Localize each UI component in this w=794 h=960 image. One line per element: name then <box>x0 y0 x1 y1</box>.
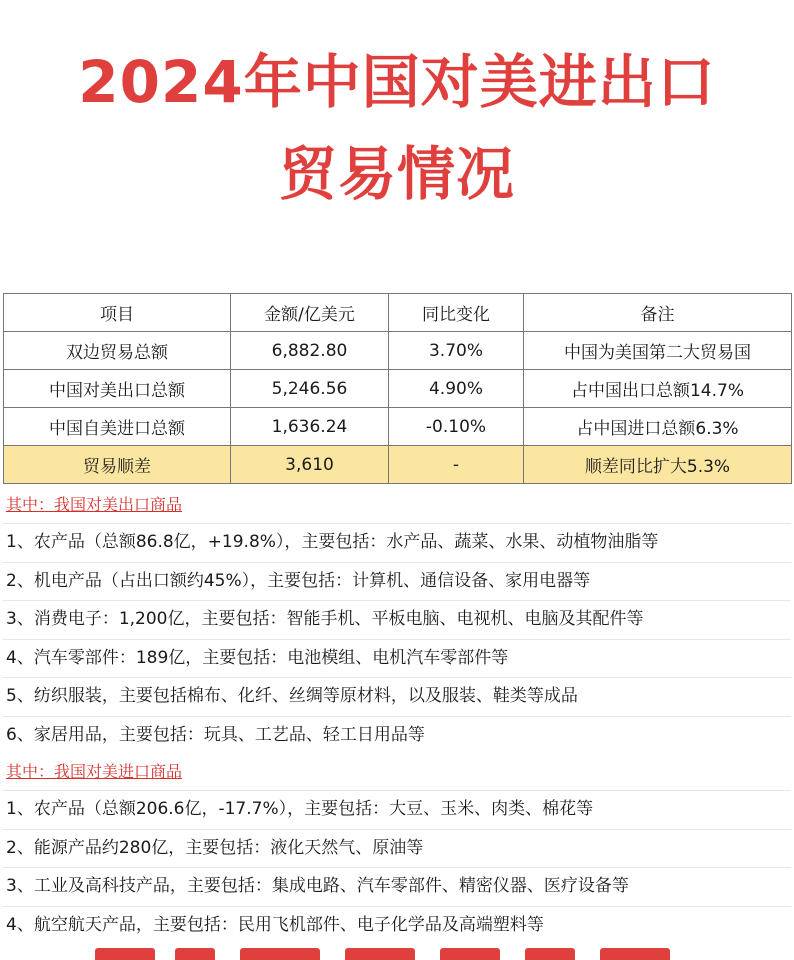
export-item: 5、纺织服装，主要包括棉布、化纤、丝绸等原材料，以及服装、鞋类等成品 <box>3 677 791 716</box>
row-yoy-change: - <box>389 446 524 484</box>
row-item: 双边贸易总额 <box>4 332 231 370</box>
row-remarks: 占中国进口总额6.3% <box>524 408 792 446</box>
cropped-red-heading-fragment <box>0 948 794 960</box>
header-remarks: 备注 <box>524 294 792 332</box>
export-item: 6、家居用品，主要包括：玩具、工艺品、轻工日用品等 <box>3 716 791 755</box>
row-item: 贸易顺差 <box>4 446 231 484</box>
commodity-notes <box>3 487 791 944</box>
row-yoy-change: 4.90% <box>389 370 524 408</box>
row-remarks: 中国为美国第二大贸易国 <box>524 332 792 370</box>
table-row <box>4 332 792 370</box>
trade-surplus-row <box>4 446 792 484</box>
table-header-row <box>4 294 792 332</box>
header-item: 项目 <box>4 294 231 332</box>
row-item: 中国自美进口总额 <box>4 408 231 446</box>
imports-section-heading: 其中：我国对美进口商品 <box>6 762 183 781</box>
export-item: 1、农产品（总额86.8亿，+19.8%），主要包括：水产品、蔬菜、水果、动植物油脂等 <box>3 523 791 562</box>
row-amount: 6,882.80 <box>231 332 389 370</box>
row-remarks: 占中国出口总额14.7% <box>524 370 792 408</box>
table-row <box>4 408 792 446</box>
header-yoy-change: 同比变化 <box>389 294 524 332</box>
row-item: 中国对美出口总额 <box>4 370 231 408</box>
export-item: 3、消费电子：1,200亿，主要包括：智能手机、平板电脑、电视机、电脑及其配件等 <box>3 600 791 639</box>
import-item: 2、能源产品约280亿，主要包括：液化天然气、原油等 <box>3 829 791 868</box>
row-amount: 5,246.56 <box>231 370 389 408</box>
trade-summary-table <box>3 293 792 484</box>
export-item: 4、汽车零部件：189亿，主要包括：电池模组、电机汽车零部件等 <box>3 639 791 678</box>
row-remarks: 顺差同比扩大5.3% <box>524 446 792 484</box>
export-item: 2、机电产品（占出口额约45%），主要包括：计算机、通信设备、家用电器等 <box>3 562 791 601</box>
title-line-2: 贸易情况 <box>278 140 515 208</box>
row-amount: 1,636.24 <box>231 408 389 446</box>
import-item: 4、航空航天产品，主要包括：民用飞机部件、电子化学品及高端塑料等 <box>3 906 791 945</box>
title-line-1: 2024年中国对美进出口 <box>78 48 716 116</box>
row-amount: 3,610 <box>231 446 389 484</box>
row-yoy-change: -0.10% <box>389 408 524 446</box>
import-item: 1、农产品（总额206.6亿，-17.7%），主要包括：大豆、玉米、肉类、棉花等 <box>3 790 791 829</box>
header-amount: 金额/亿美元 <box>231 294 389 332</box>
row-yoy-change: 3.70% <box>389 332 524 370</box>
exports-section-heading: 其中：我国对美出口商品 <box>6 495 183 514</box>
page-title <box>0 44 794 212</box>
table-row <box>4 370 792 408</box>
import-item: 3、工业及高科技产品，主要包括：集成电路、汽车零部件、精密仪器、医疗设备等 <box>3 867 791 906</box>
